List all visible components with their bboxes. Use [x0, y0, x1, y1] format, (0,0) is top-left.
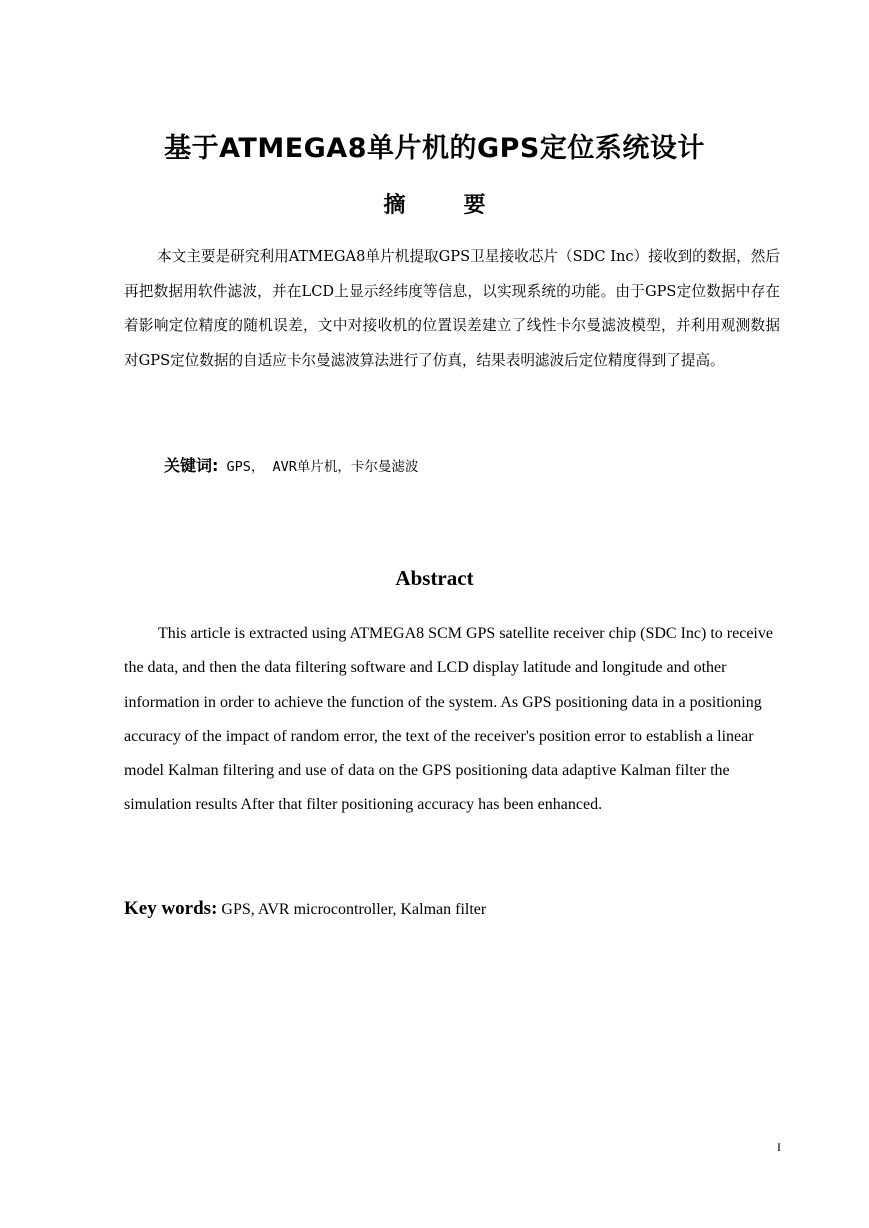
- english-keywords-label: Key words:: [124, 898, 218, 919]
- english-abstract-heading: Abstract: [395, 566, 474, 590]
- english-keywords: [124, 898, 486, 920]
- chinese-keywords-label: 关键词:: [164, 456, 219, 475]
- page-number: I: [777, 1140, 781, 1154]
- chinese-abstract-heading: [0, 188, 869, 219]
- chinese-keywords-value: GPS， AVR单片机，卡尔曼滤波: [218, 459, 419, 475]
- chinese-abstract-body: 本文主要是研究利用ATMEGA8单片机提取GPS卫星接收芯片（SDC Inc）接收到的数据，然后再把数据用软件滤波，并在LCD上显示经纬度等信息，以实现系统的功能。由于GPS定位数据中存在着影响定位精度的随机误差，文中对接收机的位置误差建立了线性卡尔曼滤波模型，并利用观测数据对GPS定位数据的自适应卡尔曼滤波算法进行了仿真，结果表明滤波后定位精度得到了提高。: [124, 248, 780, 369]
- english-abstract-body: This article is extracted using ATMEGA8 SCM GPS satellite receiver chip (SDC Inc) to receive the data, and then the data filtering software and LCD display latitude and longitude and other information in order to achieve the function of the system. As GPS positioning data in a positioning accuracy of the impact of random error, the text of the receiver's position error to establish a linear model Kalman filtering and use of data on the GPS positioning data adaptive Kalman filter the simulation results After that filter positioning accuracy has been enhanced.: [124, 625, 773, 814]
- chinese-keywords: [164, 454, 418, 479]
- document-title: 基于ATMEGA8单片机的GPS定位系统设计: [164, 133, 705, 164]
- english-keywords-value: GPS, AVR microcontroller, Kalman filter: [217, 901, 487, 918]
- chinese-abstract-heading-part2: 要: [463, 193, 486, 218]
- chinese-abstract-heading-part1: 摘: [383, 193, 406, 218]
